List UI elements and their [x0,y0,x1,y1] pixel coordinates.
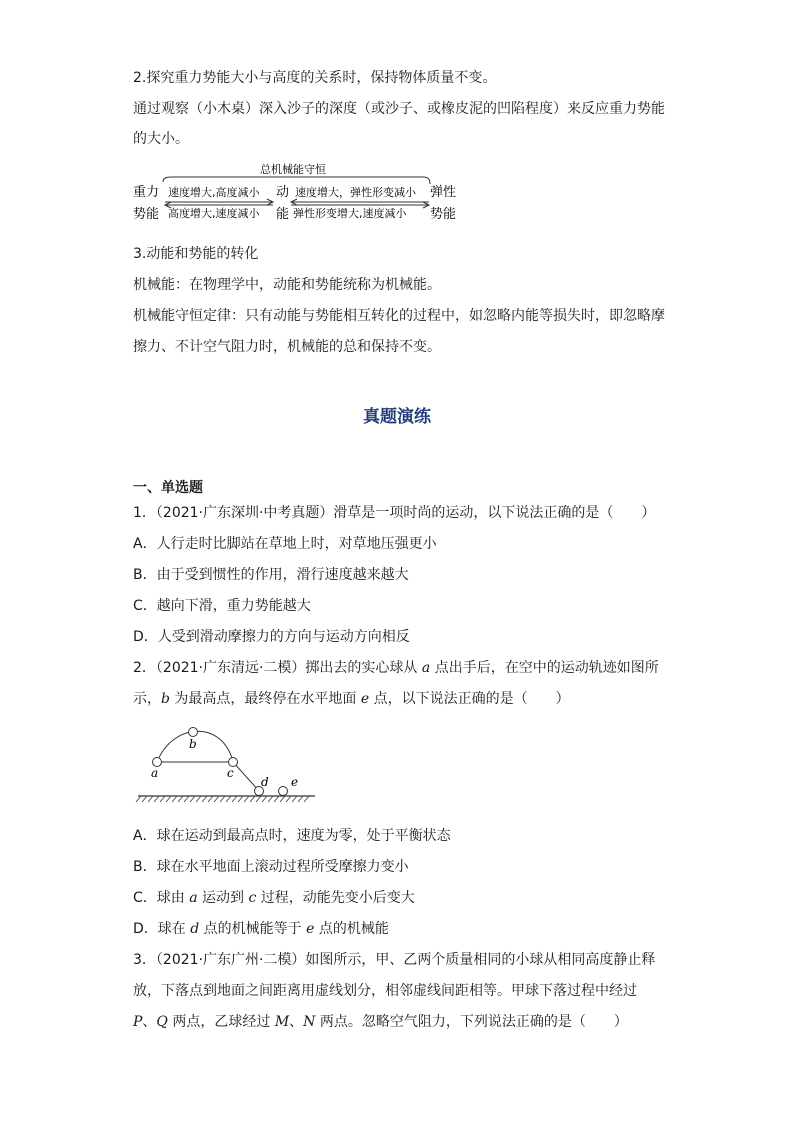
q1-stem: 1．（2021·广东深圳·中考真题）滑草是一项时尚的运动，以下说法正确的是（ ） [133,505,656,521]
hatch-mark [292,796,297,802]
conservation-law-line-1: 机械能守恒定律：只有动能与势能相互转化的过程中，如忽略内能等损失时，即忽略摩 [133,308,665,324]
hatch-mark [262,796,267,802]
arrow2-bottom-label: 弹性形变增大,速度减小 [293,207,407,220]
hatch-mark [160,796,165,802]
hatch-mark [202,796,207,802]
hatch-mark [280,796,285,802]
label-gravity-top: 重力 [133,185,160,200]
q2-option-b: B．球在水平地面上滚动过程所受摩擦力变小 [133,859,409,875]
mechanical-energy-definition: 机械能：在物理学中，动能和势能统称为机械能。 [133,277,441,293]
hatch-mark [214,796,219,802]
hatch-mark [166,796,171,802]
label-d: d [261,775,269,789]
knowledge-point-3: 3.动能和势能的转化 [133,246,259,262]
label-gravity-bottom: 势能 [133,207,160,222]
q3-stem-line-2: 放，下落点到地面之间距离用虚线划分，相邻虚线间距相等。甲球下落过程中经过 [133,983,637,999]
hatch-mark [226,796,231,802]
hatch-mark [208,796,213,802]
hatch-mark [178,796,183,802]
q1-option-b: B．由于受到惯性的作用，滑行速度越来越大 [133,567,409,583]
hatch-mark [238,796,243,802]
label-elastic-top: 弹性 [430,185,457,200]
hatch-mark [232,796,237,802]
section-heading: 真题演练 [363,407,431,427]
label-b: b [189,737,197,751]
label-c: c [227,766,234,780]
ball-b [189,728,198,737]
q3-stem-line-3: P、Q 两点，乙球经过 M、N 两点。忽略空气阻力，下列说法正确的是（ ） [133,1014,628,1030]
hatch-mark [256,796,261,802]
hatch-mark [304,796,309,802]
hatch-mark [148,796,153,802]
q1-option-d: D．人受到滑动摩擦力的方向与运动方向相反 [133,629,410,645]
q1-option-a: A．人行走时比脚站在草地上时，对草地压强更小 [133,536,437,552]
hatch-mark [298,796,303,802]
knowledge-paragraph-line-1: 通过观察（小木桌）深入沙子的深度（或沙子、或橡皮泥的凹陷程度）来反应重力势能 [133,101,665,117]
hatch-mark [286,796,291,802]
hatch-mark [250,796,255,802]
knowledge-paragraph-line-2: 的大小。 [133,131,189,147]
hatch-mark [142,796,147,802]
arrow1-top-label: 速度增大,高度减小 [168,186,260,199]
label-e: e [291,775,299,789]
knowledge-point-2: 2.探究重力势能大小与高度的关系时，保持物体质量不变。 [133,70,497,86]
section-title: 一、单选题 [133,480,203,496]
hatch-mark [274,796,279,802]
ground-hatching [136,796,309,802]
hatch-mark [268,796,273,802]
conservation-brace [163,177,430,184]
q2-option-c: C．球由 a 运动到 c 过程，动能先变小后变大 [133,890,415,906]
arrow2-top-label: 速度增大，弹性形变减小 [295,186,416,199]
hatch-mark [184,796,189,802]
label-elastic-bottom: 势能 [430,207,457,222]
hatch-mark [220,796,225,802]
hatch-mark [244,796,249,802]
conservation-law-line-2: 擦力、不计空气阻力时，机械能的总和保持不变。 [133,339,441,355]
hatch-mark [190,796,195,802]
hatch-mark [196,796,201,802]
hatch-mark [172,796,177,802]
hatch-mark [154,796,159,802]
label-kinetic-bottom: 能 [276,207,290,222]
q1-option-c: C．越向下滑，重力势能越大 [133,598,311,614]
q2-option-d: D．球在 d 点的机械能等于 e 点的机械能 [133,921,389,937]
ball-trajectory-diagram [133,722,318,804]
q2-option-a: A．球在运动到最高点时，速度为零，处于平衡状态 [133,828,451,844]
arrow1-bottom-label: 高度增大,速度减小 [168,207,260,220]
q2-stem-line-2: 示，b 为最高点，最终停在水平地面 e 点，以下说法正确的是（ ） [133,691,570,707]
energy-conversion-diagram [133,160,473,226]
q2-stem-line-1: 2．（2021·广东清远·二模）掷出去的实心球从 a 点出手后，在空中的运动轨迹如图所 [133,660,659,676]
q3-stem-line-1: 3．（2021·广东广州·二模）如图所示，甲、乙两个质量相同的小球从相同高度静止释 [133,952,656,968]
hatch-mark [136,796,141,802]
trajectory-fall [233,762,259,791]
ball-e [279,787,288,796]
diagram-top-label: 总机械能守恒 [260,163,326,176]
label-a: a [151,766,159,780]
label-kinetic-top: 动 [276,185,290,200]
